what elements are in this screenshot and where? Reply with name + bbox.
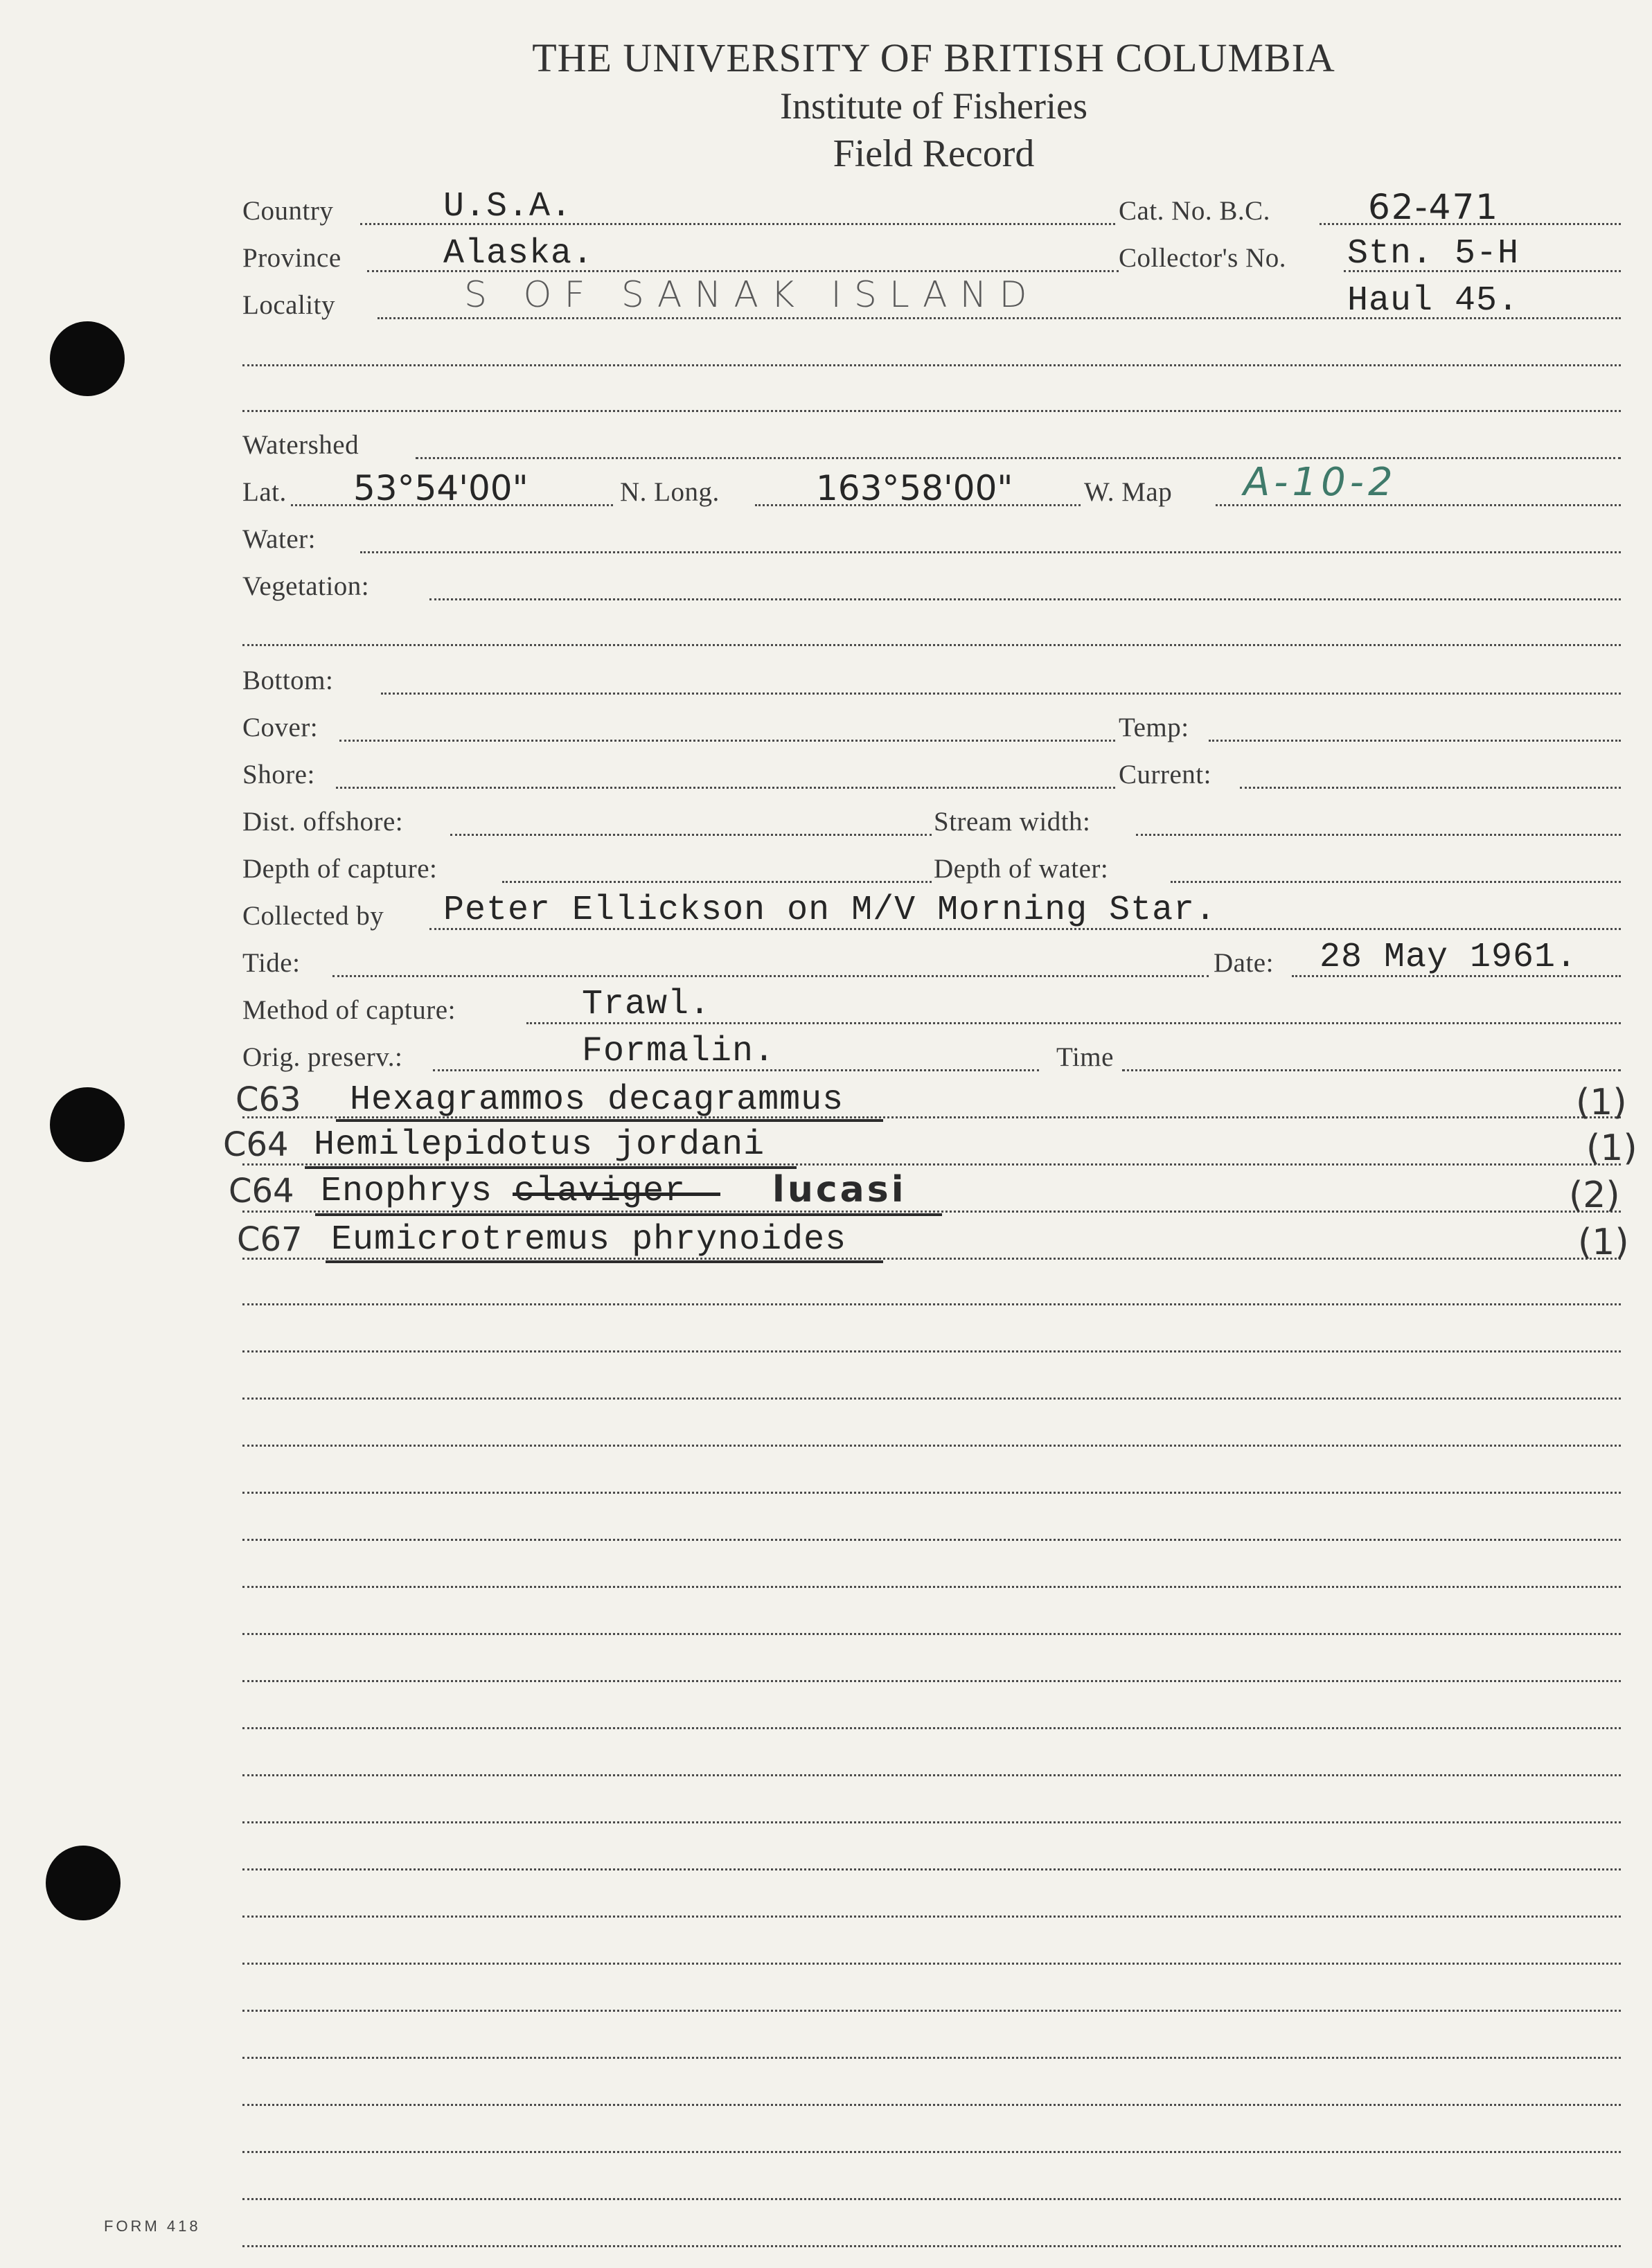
map-value: A-10-2 — [1243, 460, 1397, 505]
specimen-name: Hemilepidotus jordani — [314, 1125, 765, 1165]
blank-line — [242, 1963, 1621, 1965]
long-value: 163°58'00" — [816, 468, 1013, 508]
cat-no-value: 62-471 — [1368, 187, 1500, 227]
depth-capture-label: Depth of capture: — [242, 854, 438, 884]
specimen-code: C64 — [223, 1125, 289, 1164]
vegetation-label: Vegetation: — [242, 571, 370, 601]
blank-line — [242, 1539, 1621, 1541]
n-long-label: N. Long. — [620, 477, 720, 507]
blank-line — [242, 2198, 1621, 2200]
time-line — [1122, 1069, 1621, 1071]
blank-line — [242, 2057, 1621, 2059]
depth-water-line — [1171, 881, 1621, 883]
strikethrough — [513, 1193, 720, 1196]
watershed-line — [416, 457, 1621, 459]
specimen-count: (2) — [1569, 1175, 1620, 1216]
province-label: Province — [242, 243, 341, 273]
current-line — [1240, 787, 1621, 789]
blank-line — [242, 1633, 1621, 1635]
specimen-underline — [315, 1213, 942, 1216]
specimen-count: (1) — [1578, 1222, 1629, 1263]
collected-by-value: Peter Ellickson on M/V Morning Star. — [443, 891, 1217, 930]
orig-preserv-value: Formalin. — [582, 1032, 776, 1071]
cover-line — [339, 740, 1115, 742]
date-label: Date: — [1214, 948, 1274, 978]
lat-label: Lat. — [242, 477, 287, 507]
blank-line — [242, 644, 1621, 646]
specimen-name: Enophrys claviger — [321, 1172, 686, 1211]
specimen-correction: lucasi — [772, 1169, 907, 1211]
specimen-code: C64 — [229, 1172, 294, 1211]
water-label: Water: — [242, 524, 316, 554]
current-label: Current: — [1119, 760, 1211, 789]
specimen-code: C67 — [237, 1220, 303, 1259]
country-value: U.S.A. — [443, 187, 573, 226]
institute-title: Institute of Fisheries — [780, 85, 1087, 127]
bottom-label: Bottom: — [242, 666, 334, 695]
blank-line — [242, 364, 1621, 366]
blank-line — [242, 1774, 1621, 1776]
blank-line — [242, 2104, 1621, 2106]
dist-offshore-line — [450, 834, 932, 836]
specimen-code: C63 — [236, 1080, 301, 1119]
locality-value: S OF SANAK ISLAND — [464, 274, 1040, 316]
specimen-underline — [305, 1166, 797, 1169]
water-line — [360, 551, 1621, 553]
form-number: FORM 418 — [104, 2217, 201, 2235]
orig-preserv-label: Orig. preserv.: — [242, 1042, 403, 1072]
blank-line — [242, 1821, 1621, 1823]
specimen-count: (1) — [1576, 1082, 1627, 1123]
haul-value: Haul 45. — [1347, 281, 1520, 321]
depth-capture-line — [502, 881, 932, 883]
date-value: 28 May 1961. — [1320, 938, 1578, 977]
collector-no-value: Stn. 5-H — [1347, 234, 1520, 274]
country-label: Country — [242, 196, 334, 226]
w-map-label: W. Map — [1084, 477, 1173, 507]
province-value: Alaska. — [443, 234, 594, 274]
lat-value: 53°54'00" — [353, 468, 529, 508]
punch-hole-middle — [50, 1087, 125, 1162]
bottom-line — [381, 693, 1621, 695]
collected-by-label: Collected by — [242, 901, 384, 931]
tide-line — [332, 975, 1209, 977]
punch-hole-bottom — [46, 1846, 121, 1920]
blank-line — [242, 1350, 1621, 1352]
blank-line — [242, 1727, 1621, 1729]
depth-water-label: Depth of water: — [934, 854, 1109, 884]
blank-line — [242, 1445, 1621, 1447]
blank-line — [242, 2151, 1621, 2153]
blank-line — [242, 1303, 1621, 1305]
shore-label: Shore: — [242, 760, 315, 789]
stream-width-line — [1136, 834, 1621, 836]
shore-line — [336, 787, 1115, 789]
specimen-name: Eumicrotremus phrynoides — [331, 1220, 847, 1260]
vegetation-line — [429, 598, 1621, 600]
locality-label: Locality — [242, 290, 335, 320]
university-title: THE UNIVERSITY OF BRITISH COLUMBIA — [532, 35, 1335, 80]
cover-label: Cover: — [242, 713, 319, 742]
specimen-underline — [326, 1260, 883, 1263]
dist-offshore-label: Dist. offshore: — [242, 807, 404, 837]
blank-line — [242, 1492, 1621, 1494]
tide-label: Tide: — [242, 948, 301, 978]
specimen-underline — [336, 1119, 883, 1122]
blank-line — [242, 1680, 1621, 1682]
specimen-name: Hexagrammos decagrammus — [350, 1080, 844, 1120]
stream-width-label: Stream width: — [934, 807, 1091, 837]
punch-hole-top — [50, 321, 125, 396]
blank-line — [242, 1916, 1621, 1918]
record-type-title: Field Record — [833, 132, 1035, 175]
cat-no-label: Cat. No. B.C. — [1119, 196, 1270, 226]
specimen-count: (1) — [1586, 1127, 1637, 1169]
time-label: Time — [1056, 1042, 1114, 1072]
collector-no-label: Collector's No. — [1119, 243, 1286, 273]
blank-line — [242, 410, 1621, 412]
watershed-label: Watershed — [242, 430, 359, 460]
method-label: Method of capture: — [242, 995, 456, 1025]
blank-line — [242, 1586, 1621, 1588]
blank-line — [242, 2245, 1621, 2247]
blank-line — [242, 2010, 1621, 2012]
blank-line — [242, 1868, 1621, 1870]
method-value: Trawl. — [582, 985, 711, 1024]
blank-line — [242, 1398, 1621, 1400]
temp-line — [1209, 740, 1621, 742]
temp-label: Temp: — [1119, 713, 1189, 742]
